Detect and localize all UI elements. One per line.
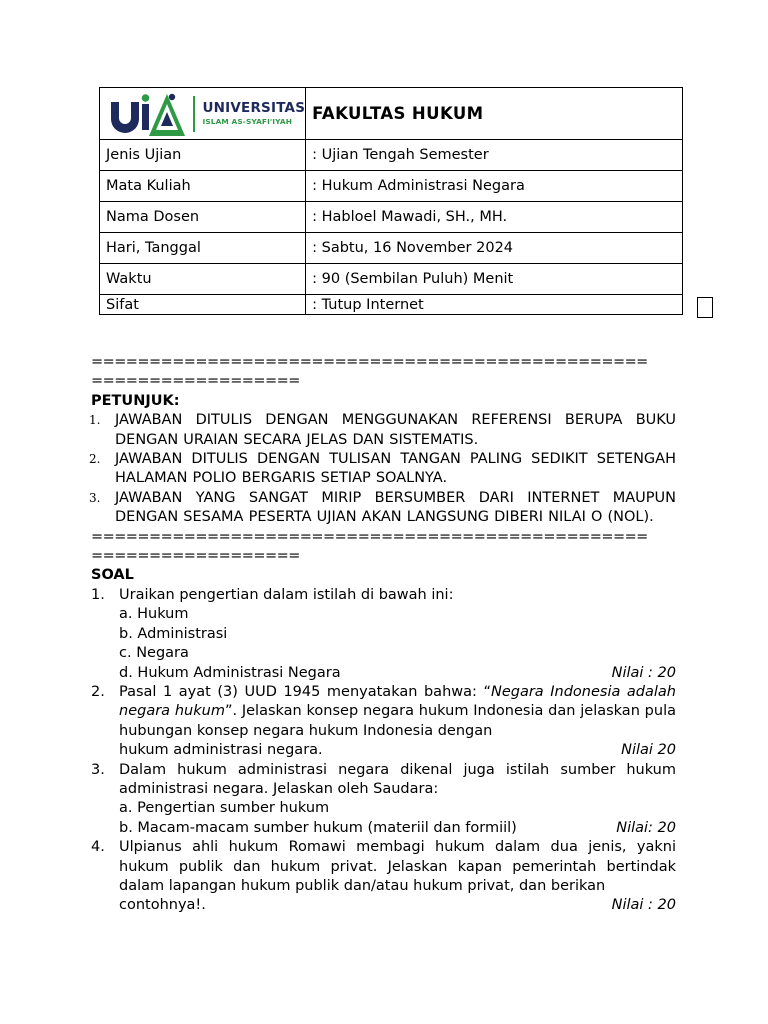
question-last-line (119, 896, 676, 915)
question-2 (91, 683, 676, 761)
score-label: Nilai : 20 (611, 664, 676, 681)
question-number: 3. (91, 761, 105, 778)
question-number: 1. (91, 586, 105, 603)
uia-logo-mark-icon (109, 90, 187, 138)
logo-cell (100, 88, 306, 140)
logo-divider (193, 96, 195, 132)
row-value-nama-dosen: : Habloel Mawadi, SH., MH. (306, 202, 683, 233)
score-label: Nilai : 20 (611, 897, 676, 914)
question-1 (91, 586, 676, 683)
separator-line: ================== (91, 373, 300, 390)
row-value-waktu: : 90 (Sembilan Puluh) Menit (306, 264, 683, 295)
row-label-hari-tanggal: Hari, Tanggal (100, 233, 306, 264)
row-label-waktu: Waktu (100, 264, 306, 295)
exam-header-table (99, 87, 683, 315)
faculty-cell (306, 88, 683, 140)
sub-item: a. Hukum (119, 606, 189, 623)
empty-checkbox (697, 297, 713, 318)
list-number: 3. (89, 490, 101, 505)
sub-item: b. Administrasi (119, 625, 228, 642)
row-label-nama-dosen: Nama Dosen (100, 202, 306, 233)
row-value-hari-tanggal: : Sabtu, 16 November 2024 (306, 233, 683, 264)
sub-item: b. Macam-macam sumber hukum (materiil dan formiil) (119, 819, 517, 836)
list-number: 1. (89, 413, 101, 428)
sub-item-with-score (119, 819, 676, 838)
list-item (91, 411, 676, 450)
petunjuk-text: JAWABAN DITULIS DENGAN MENGGUNAKAN REFERENSI BERUPA BUKU DENGAN URAIAN SECARA JELAS DAN SISTEMATIS. (115, 412, 676, 448)
separator-line: ================== (91, 548, 300, 565)
question-4 (91, 838, 676, 916)
question-text: contohnya!. (119, 897, 206, 914)
question-3 (91, 761, 676, 839)
petunjuk-text: JAWABAN YANG SANGAT MIRIP BERSUMBER DARI INTERNET MAUPUN DENGAN SESAMA PESERTA UJIAN AKAN LANGSUNG DIBERI NILAI O (NOL). (115, 489, 676, 526)
sub-item: a. Pengertian sumber hukum (119, 800, 330, 817)
question-quote: Negara Indonesia adalah negara hukum (119, 683, 677, 720)
score-label: Nilai: 20 (616, 819, 676, 836)
university-logo (100, 90, 305, 138)
petunjuk-text: JAWABAN DITULIS DENGAN TULISAN TANGAN PALING SEDIKIT SETENGAH HALAMAN POLIO BERGARIS SETIAP SOALNYA. (115, 451, 676, 487)
question-text: Uraikan pengertian dalam istilah di bawah ini: (119, 586, 454, 603)
question-number: 4. (91, 839, 105, 856)
petunjuk-heading: PETUNJUK: (91, 392, 180, 409)
sub-item: c. Negara (119, 645, 189, 662)
question-text: ”. Jelaskan konsep negara hukum Indonesia dan jelaskan pula hubungan konsep negara hukum Indonesia dengan (119, 703, 676, 739)
separator-line: ================================================ (91, 354, 648, 370)
exam-body (91, 353, 676, 916)
separator-line: ================================================ (91, 528, 648, 545)
list-item (91, 489, 676, 528)
logo-name: UNIVERSITAS (202, 99, 306, 116)
logo-text (202, 99, 306, 127)
question-last-line (119, 741, 676, 760)
list-item (91, 450, 676, 489)
question-text: hukum administrasi negara. (119, 742, 323, 759)
question-text: Ulpianus ahli hukum Romawi membagi hukum dalam dua jenis, yakni hukum publik dan hukum privat. Jelaskan kapan pemerintah bertindak dalam lapangan hukum publik dan/atau hukum privat, dan berikan (119, 839, 676, 894)
list-number: 2. (89, 452, 101, 467)
soal-heading: SOAL (91, 567, 134, 584)
petunjuk-list (91, 411, 676, 527)
row-value-sifat: : Tutup Internet (306, 295, 683, 315)
question-text: Dalam hukum administrasi negara dikenal juga istilah sumber hukum administrasi negara. Jelaskan oleh Saudara: (119, 761, 676, 797)
sub-item-with-score (119, 664, 676, 683)
row-value-jenis-ujian: : Ujian Tengah Semester (306, 140, 683, 171)
logo-subtitle: ISLAM AS-SYAFI'IYAH (202, 117, 292, 127)
sub-item: d. Hukum Administrasi Negara (119, 664, 341, 681)
row-label-sifat: Sifat (100, 295, 306, 315)
faculty-title: FAKULTAS HUKUM (312, 104, 484, 123)
row-value-mata-kuliah: : Hukum Administrasi Negara (306, 171, 683, 202)
row-label-mata-kuliah: Mata Kuliah (100, 171, 306, 202)
question-number: 2. (91, 683, 105, 700)
score-label: Nilai 20 (621, 742, 676, 759)
question-text: Pasal 1 ayat (3) UUD 1945 menyatakan bahwa: “ (119, 683, 491, 700)
row-label-jenis-ujian: Jenis Ujian (100, 140, 306, 171)
